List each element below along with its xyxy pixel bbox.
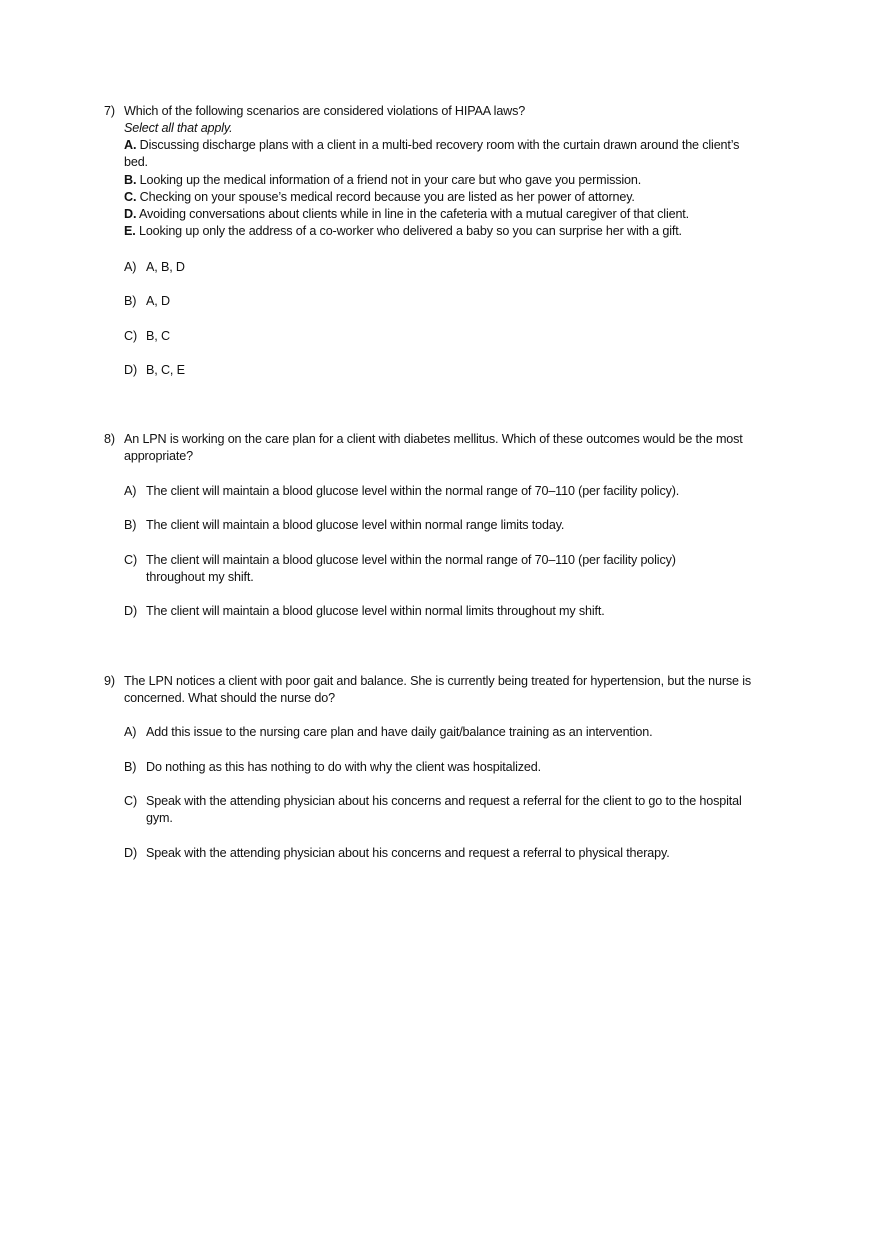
statement-text: Avoiding conversations about clients while in line in the cafeteria with a mutual caregiver of that client. [138,207,690,221]
option-b: A, D [146,294,170,308]
question-number: 7) [104,104,115,118]
option-label: B) [124,760,137,774]
option-label: D) [124,363,137,377]
statement-a [124,137,754,171]
option-label: B) [124,294,137,308]
statement-letter: C. [124,190,137,204]
option-label: D) [124,846,137,860]
option-d: The client will maintain a blood glucose level within normal limits throughout my shift. [146,604,605,618]
option-c: Speak with the attending physician about his concerns and request a referral for the client to go to the hospital gym. [146,794,742,826]
question-stem: The LPN notices a client with poor gait and balance. She is currently being treated for hypertension, but the nurse is concerned. What should the nurse do? [124,674,752,706]
option-d: Speak with the attending physician about his concerns and request a referral to physical therapy. [146,846,670,860]
option-a: A, B, D [146,260,185,274]
option-label: C) [124,794,137,808]
question-instruction: Select all that apply. [124,121,233,135]
statement-c [124,189,635,206]
statement-letter: A. [124,138,137,152]
option-label: A) [124,484,137,498]
option-label: A) [124,725,137,739]
statement-text: Discussing discharge plans with a client in a multi-bed recovery room with the curtain drawn around the client’s bed. [124,138,740,170]
option-label: B) [124,518,137,532]
option-d: B, C, E [146,363,185,377]
option-a: Add this issue to the nursing care plan and have daily gait/balance training as an intervention. [146,725,653,739]
statement-e [124,223,682,240]
question-number: 9) [104,674,115,688]
statement-d [124,206,689,223]
question-number: 8) [104,432,115,446]
option-a: The client will maintain a blood glucose level within the normal range of 70–110 (per facility policy). [146,484,680,498]
statement-letter: D. [124,207,137,221]
statement-text: Looking up the medical information of a friend not in your care but who gave you permission. [139,173,642,187]
option-b: The client will maintain a blood glucose level within normal range limits today. [146,518,565,532]
option-c: The client will maintain a blood glucose level within the normal range of 70–110 (per facility policy) throughout my shift. [146,553,676,585]
statement-letter: B. [124,173,137,187]
option-label: A) [124,260,137,274]
option-label: C) [124,329,137,343]
option-label: C) [124,553,137,567]
option-label: D) [124,604,137,618]
statement-b [124,172,641,189]
question-stem: An LPN is working on the care plan for a client with diabetes mellitus. Which of these outcomes would be the most appropriate? [124,432,743,464]
statement-letter: E. [124,224,136,238]
option-c: B, C [146,329,170,343]
option-b: Do nothing as this has nothing to do with why the client was hospitalized. [146,760,541,774]
question-stem: Which of the following scenarios are considered violations of HIPAA laws? [124,104,526,118]
statement-text: Looking up only the address of a co-worker who delivered a baby so you can surprise her with a gift. [138,224,682,238]
statement-text: Checking on your spouse’s medical record because you are listed as her power of attorney. [139,190,635,204]
